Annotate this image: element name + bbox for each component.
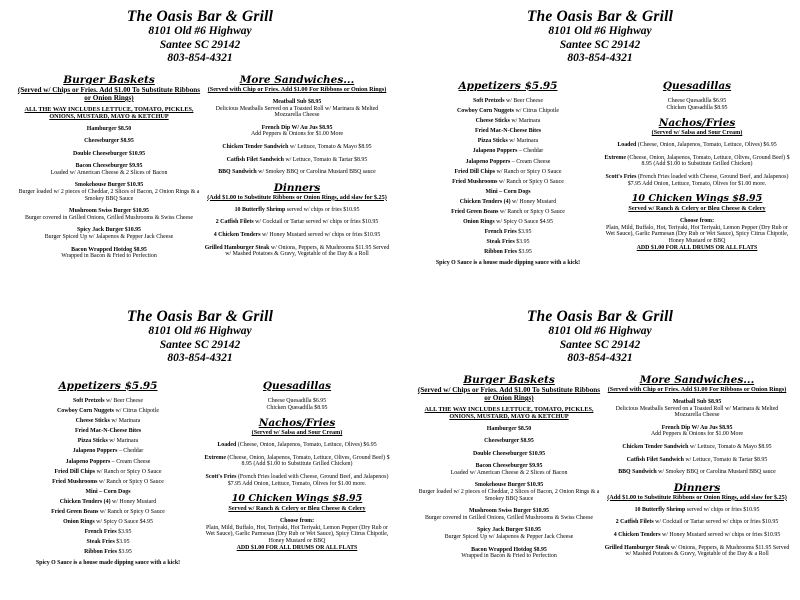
burger-baskets-section [14, 74, 204, 260]
section-subtitle: Served w/ Ranch & Celery or Bleu Cheese & Celery [228, 505, 366, 513]
restaurant-city: Santee SC 29142 [559, 338, 641, 351]
menu-item [414, 98, 602, 105]
section-subtitle: (Served w/ Chips or Fries. Add $1.00 To Substitute Ribbons or Onion Rings) [17, 86, 201, 102]
menu-item [14, 519, 202, 526]
menu-item-desc: w/ Ranch or Spicy O Sauce [98, 509, 165, 516]
menu-item [604, 519, 790, 526]
menu-item-name: 4 Chicken Tenders [213, 231, 261, 238]
menu-item-desc: (Cheese, Onion, Jalapenos, Tomato, Lettuce, Olives) $6.95 [236, 442, 377, 449]
menu-item [414, 249, 602, 256]
menu-item-name: Jalapeno Poppers [472, 148, 518, 155]
menu-item: Cheese Quesadilla $6.95 [267, 398, 327, 404]
appetizers-section [414, 80, 602, 266]
menu-item [14, 489, 202, 496]
menu-item-desc: $3.95 [516, 229, 532, 236]
menu-item-name: French Dip W/ Au Jus $8.95 [661, 424, 733, 431]
section-subtitle: (Served with Chip or Fries. Add $1.00 For Ribbons or Onion Rings) [207, 86, 387, 93]
menu-item-desc: w/ Cocktail or Tartar served w/ chips or fries $10.95 [653, 519, 779, 526]
section-title: Nachos/Fries [258, 417, 336, 430]
menu-item-name: Spicy Jack Burger $10.95 [476, 527, 542, 534]
menu-item [414, 219, 602, 226]
menu-item: Chicken Quesadilla $8.95 [266, 404, 328, 411]
appetizers-footer-note: Spicy O Sauce is a house made dipping sauce with a kick! [435, 259, 581, 266]
restaurant-header [0, 8, 400, 66]
menu-item-name: Hamburger $8.50 [86, 125, 132, 132]
menu-item [204, 157, 390, 164]
menu-item-name: Extreme [604, 154, 626, 161]
menu-item-desc: w/ Beer Cheese [104, 398, 143, 404]
menu-item-name: Onion Rings [463, 219, 495, 226]
menu-item [604, 507, 790, 514]
menu-item-name: Mushroom Swiss Burger $10.95 [69, 208, 149, 215]
menu-item [604, 532, 790, 539]
menu-item [414, 239, 602, 246]
restaurant-name: The Oasis Bar & Grill [126, 8, 274, 25]
menu-item [414, 169, 602, 176]
section-title: Nachos/Fries [658, 117, 736, 130]
menu-item: Cheese Quesadilla $6.95 [667, 98, 727, 104]
wings-choose-label: Choose from: [279, 518, 315, 525]
menu-item-desc: w/ Honey Mustard served w/ chips or fries $10.95 [260, 231, 381, 238]
quesadillas-nachos-wings-section [204, 380, 390, 551]
menu-item-name: Fried Green Beans [51, 509, 99, 516]
section-title: Quesadillas [662, 80, 732, 92]
restaurant-street: 8101 Old #6 Highway [148, 325, 252, 337]
restaurant-name: The Oasis Bar & Grill [526, 8, 674, 25]
menu-item [14, 499, 202, 506]
menu-item-desc: w/ Honey Mustard served w/ chips or fries $10.95 [660, 531, 781, 538]
menu-item-desc: – Cream Cheese [110, 458, 151, 465]
menu-item [14, 418, 202, 425]
menu-item-name: Fried Mushrooms [452, 178, 498, 185]
menu-item [204, 442, 390, 449]
menu-item-desc: Burger covered in Grilled Onions, Grilled Mushrooms & Swiss Cheese [24, 214, 194, 221]
menu-item-name: Chicken Tenders (4) [59, 498, 111, 505]
menu-item-name: Mini – Corn Dogs [85, 488, 131, 495]
menu-item-desc: w/ Cocktail or Tartar served w/ chips or fries $10.95 [253, 219, 379, 226]
restaurant-header [400, 8, 800, 66]
menu-item-name: Cowboy Corn Nuggets [457, 108, 514, 115]
menu-item-name: 4 Chicken Tenders [613, 531, 661, 538]
menu-item-name: Catfish Filet Sandwich [626, 456, 684, 463]
menu-item-desc: w/ Ranch or Spicy O Sauce [495, 168, 562, 175]
menu-item-name: Ribbon Fries [484, 249, 518, 256]
menu-item-desc: Burger loaded w/ 2 pieces of Cheddar, 2 Slices of Bacon, 2 Onion Rings & a Smokey BBQ Sauce [18, 189, 200, 202]
menu-item-desc: w/ Ranch or Spicy O Sauce [97, 478, 164, 485]
section-subtitle: (Served with Chip or Fries. Add $1.00 For Ribbons or Onion Rings) [607, 386, 787, 393]
menu-item-name: BBQ Sandwich [218, 169, 257, 176]
menu-item-desc: w/ Lettuce, Tomato & Mayo $8.95 [688, 443, 772, 450]
menu-item [14, 539, 202, 546]
restaurant-phone: 803-854-4321 [567, 52, 633, 64]
menu-item-name: Cheeseburger $8.95 [84, 138, 134, 145]
menu-item [604, 457, 790, 464]
section-subtitle: Served w/ Ranch & Celery or Bleu Cheese & Celery [628, 205, 766, 213]
menu-item-name: 10 Butterfly Shrimp [634, 506, 686, 513]
menu-item-name: Hamburger $8.50 [486, 425, 532, 432]
section-title: Appetizers $5.95 [458, 80, 558, 92]
menu-item [204, 207, 390, 214]
menu-item-name: Smokehouse Burger $10.95 [74, 182, 144, 189]
menu-item-desc: Burger covered in Grilled Onions, Grilled Mushrooms & Swiss Cheese [424, 514, 594, 521]
menu-item-desc: (French Fries loaded with Cheese, Ground Beef, and Jalapenos) $7.95 Add Onion, Lettuce, Tomato, Olives for $1.00 more. [227, 473, 389, 487]
menu-item-desc: w/ Ranch or Spicy O Sauce [498, 209, 565, 216]
menu-item-desc: w/ Marinara [109, 418, 141, 425]
menu-item-name: Soft Pretzels [73, 398, 105, 404]
menu-item-name: Chicken Tenders (4) [459, 198, 511, 205]
menu-item-name: Meatball Sub $8.95 [672, 399, 722, 405]
menu-item [604, 142, 790, 149]
menu-item-desc: w/ Citrus Chipotle [113, 408, 159, 415]
menu-item-name: Cheese Sticks [75, 418, 110, 425]
menu-item [604, 174, 790, 187]
menu-item-desc: Wrapped in Bacon & Fried to Perfection [61, 253, 157, 260]
section-subtitle: (Add $1.00 to Substitute Ribbons or Onion Rings, add slaw for $.25) [207, 193, 387, 201]
menu-panel-bottom-right [400, 300, 800, 600]
menu-item [414, 138, 602, 145]
menu-panel-top-left [0, 0, 400, 300]
menu-item-desc: w/ Lettuce, Tomato & Mayo $8.95 [288, 143, 372, 150]
menu-item-desc: w/ Beer Cheese [504, 98, 543, 104]
menu-item-desc: Burger loaded w/ 2 pieces of Cheddar, 2 Slices of Bacon, 2 Onion Rings & a Smokey BBQ Sauce [418, 489, 600, 502]
menu-item: Chicken Quesadilla $8.95 [666, 104, 728, 111]
menu-item-desc: Burger Spiced Up w/ Jalapenos & Pepper Jack Cheese [444, 534, 574, 541]
menu-item-name: Soft Pretzels [473, 98, 505, 104]
restaurant-street: 8101 Old #6 Highway [548, 25, 652, 37]
menu-item-desc: w/ Marinara [509, 118, 541, 125]
menu-item-desc: – Cheddar [117, 448, 144, 455]
section-title: More Sandwiches... [639, 374, 755, 386]
menu-item [204, 245, 390, 258]
menu-item-desc: $3.95 [114, 539, 130, 546]
menu-item-desc: (Cheese, Onion, Jalapenos, Tomato, Lettuce, Olives, Ground Beef) $ 8.95 (Add $1.00 to Substitute Grilled Chicken) [625, 154, 790, 168]
menu-item-name: Jalapeno Poppers [72, 448, 118, 455]
menu-item-desc: w/ Smokey BBQ or Carolina Mustard BBQ sauce [656, 469, 776, 476]
menu-item-name: Fried Mushrooms [52, 478, 98, 485]
menu-item-name: Mushroom Swiss Burger $10.95 [469, 508, 549, 515]
menu-item [414, 189, 602, 196]
menu-item-name: Cheeseburger $8.95 [484, 438, 534, 445]
restaurant-header [400, 308, 800, 366]
menu-item-desc: w/ Marinara [107, 438, 139, 445]
menu-item-name: Fried Green Beans [451, 209, 499, 216]
menu-item-desc: Delicious Meatballs Served on a Toasted Roll w/ Marinara & Melted Mozzarella Cheese [615, 405, 779, 419]
menu-item-name: Double Cheeseburger $10.95 [72, 150, 146, 157]
menu-item-name: Fried Mac-N-Cheese Bites [474, 128, 542, 135]
menu-item-desc: $3.95 [117, 549, 132, 556]
menu-item-name: Double Cheeseburger $10.95 [472, 450, 546, 457]
menu-item-desc: w/ Honey Mustard [110, 498, 157, 505]
menu-item-name: Bacon Cheeseburger $9.95 [75, 163, 143, 170]
menu-item [414, 118, 602, 125]
section-title: 10 Chicken Wings $8.95 [231, 493, 363, 505]
restaurant-city: Santee SC 29142 [159, 38, 241, 51]
menu-item-name: French Fries [84, 529, 117, 536]
menu-item [604, 444, 790, 451]
menu-item-name: Loaded [617, 142, 637, 149]
menu-item [204, 169, 390, 176]
restaurant-phone: 803-854-4321 [567, 352, 633, 364]
menu-item-name: Grilled Hamburger Steak [604, 544, 670, 551]
menu-item-desc: w/ Ranch or Spicy O Sauce [95, 468, 162, 475]
wings-flavors: Plain, Mild, Buffalo, Hot, Teriyaki, Hot Teriyaki, Lemon Pepper (Dry Rub or Wet Sauce), Garlic Parmesan (Dry Rub or Wet Sauce), Spicy Citrus Chipotle, Honey Mustard or BBQ [605, 224, 789, 244]
menu-item-desc: w/ Onions, Peppers, & Mushrooms $11.95 Served w/ Mashed Potatoes & Gravy, Vegetable of the Day & a Roll [225, 244, 390, 258]
menu-item [204, 232, 390, 239]
burger-baskets-section [414, 374, 604, 560]
quesadillas-nachos-wings-section [604, 80, 790, 251]
menu-item-name: French Fries [484, 229, 517, 236]
menu-item [414, 179, 602, 186]
menu-item-name: Catfish Filet Sandwich [226, 156, 284, 163]
menu-item-desc: w/ Smokey BBQ or Carolina Mustard BBQ sauce [256, 169, 376, 176]
menu-item-desc: Add Peppers & Onions for $1.00 More [650, 431, 744, 438]
menu-item-desc: w/ Spicy O Sauce $4.95 [494, 219, 553, 226]
menu-item-desc: Loaded w/ American Cheese & 2 Slices of Bacon [450, 469, 568, 476]
menu-item [14, 448, 202, 455]
section-title: 10 Chicken Wings $8.95 [631, 193, 763, 205]
restaurant-street: 8101 Old #6 Highway [548, 325, 652, 337]
menu-item [414, 148, 602, 155]
menu-item [14, 549, 202, 556]
menu-item-desc: w/ Marinara [507, 138, 539, 145]
restaurant-street: 8101 Old #6 Highway [148, 25, 252, 37]
menu-item-desc: w/ Ranch or Spicy O Sauce [497, 178, 564, 185]
menu-item-name: Pizza Sticks [77, 438, 108, 445]
menu-item-name: Smokehouse Burger $10.95 [474, 482, 544, 489]
menu-item-name: Pizza Sticks [477, 138, 508, 145]
menu-item-name: Ribbon Fries [84, 549, 118, 556]
menu-item-name: Chicken Tender Sandwich [622, 443, 689, 450]
appetizers-footer-note: Spicy O Sauce is a house made dipping sauce with a kick! [35, 559, 181, 566]
menu-item [14, 408, 202, 415]
menu-item [14, 509, 202, 516]
menu-item-name: Loaded [217, 442, 237, 449]
menu-item [414, 159, 602, 166]
menu-item-desc: (Cheese, Onion, Jalapenos, Tomato, Lettuce, Olives) $6.95 [636, 142, 777, 149]
menu-item-desc: Delicious Meatballs Served on a Toasted Roll w/ Marinara & Melted Mozzarella Cheese [215, 105, 379, 119]
menu-item-desc: $3.95 [116, 529, 132, 536]
menu-item-name: Scott's Fries [205, 473, 237, 480]
section-title: Appetizers $5.95 [58, 380, 158, 392]
menu-item-desc: Burger Spiced Up w/ Jalapenos & Pepper Jack Cheese [44, 234, 174, 241]
menu-item-name: Fried Mac-N-Cheese Bites [74, 428, 142, 435]
menu-item [204, 144, 390, 151]
menu-item-desc: served w/ chips or fries $10.95 [685, 506, 760, 513]
menu-item [604, 155, 790, 168]
section-subtitle: (Add $1.00 to Substitute Ribbons or Onion Rings, add slaw for $.25) [607, 493, 787, 501]
menu-item-name: BBQ Sandwich [618, 469, 657, 476]
section-title: Dinners [673, 481, 721, 494]
restaurant-name: The Oasis Bar & Grill [126, 308, 274, 325]
menu-item-name: Bacon Wrapped Hotdog $8.95 [71, 246, 147, 253]
section-subtitle: (Served w/ Chips or Fries. Add $1.00 To Substitute Ribbons or Onion Rings) [417, 386, 601, 402]
more-sandwiches-section [204, 74, 390, 258]
section-subtitle: (Served w/ Salsa and Sour Cream) [651, 129, 743, 137]
menu-item-desc: $3.95 [517, 249, 532, 256]
menu-item-name: 10 Butterfly Shrimp [234, 206, 286, 213]
menu-item-desc: (French Fries loaded with Cheese, Ground Beef, and Jalapenos) $7.95 Add Onion, Lettuce, Tomato, Olives for $1.00 more. [627, 173, 789, 187]
menu-item-name: Bacon Cheeseburger $9.95 [475, 463, 543, 470]
menu-item [14, 428, 202, 435]
menu-item-desc: w/ Honey Mustard [510, 198, 557, 205]
menu-item [414, 209, 602, 216]
section-note: ALL THE WAY INCLUDES LETTUCE, TOMATO, PICKLES, ONIONS, MUSTARD, MAYO & KETCHUP [24, 105, 194, 120]
menu-item [414, 199, 602, 206]
section-title: Burger Baskets [63, 74, 155, 86]
menu-item-desc: $3.95 [514, 239, 530, 246]
menu-item [14, 459, 202, 466]
menu-item-name: 2 Catfish Filets [215, 219, 254, 226]
menu-item-name: Fried Dill Chips [454, 168, 496, 175]
more-sandwiches-section [604, 374, 790, 558]
menu-item-name: Chicken Tender Sandwich [222, 143, 289, 150]
menu-item-name: Spicy Jack Burger $10.95 [76, 227, 142, 234]
menu-item-name: Onion Rings [63, 519, 95, 526]
menu-item-desc: Add Peppers & Onions for $1.00 More [250, 131, 344, 138]
wings-choose-label: Choose from: [679, 218, 715, 225]
menu-item-desc: – Cheddar [517, 148, 544, 155]
restaurant-phone: 803-854-4321 [167, 52, 233, 64]
menu-item-name: 2 Catfish Filets [615, 519, 654, 526]
section-title: More Sandwiches... [239, 74, 355, 86]
menu-item [604, 469, 790, 476]
menu-item [14, 529, 202, 536]
menu-item-name: Scott's Fries [605, 173, 637, 180]
menu-item-desc: Wrapped in Bacon & Fried to Perfection [461, 553, 557, 560]
menu-item-desc: w/ Onions, Peppers, & Mushrooms $11.95 Served w/ Mashed Potatoes & Gravy, Vegetable of the Day & a Roll [625, 544, 790, 558]
restaurant-header [0, 308, 400, 366]
menu-item [14, 398, 202, 405]
menu-item-desc: w/ Lettuce, Tomato & Tartar $8.95 [683, 456, 768, 463]
section-subtitle: (Served w/ Salsa and Sour Cream) [251, 429, 343, 437]
menu-item-name: Mini – Corn Dogs [485, 188, 531, 195]
menu-item-name: Grilled Hamburger Steak [204, 244, 270, 251]
menu-item [414, 229, 602, 236]
menu-panel-bottom-left [0, 300, 400, 600]
menu-item-name: French Dip W/ Au Jus $8.95 [261, 124, 333, 131]
menu-item-name: Jalapeno Poppers [465, 158, 511, 165]
section-note: ALL THE WAY INCLUDES LETTUCE, TOMATO, PICKLES, ONIONS, MUSTARD, MAYO & KETCHUP [424, 405, 594, 420]
menu-item-desc: – Cream Cheese [510, 158, 551, 165]
section-title: Dinners [273, 181, 321, 194]
menu-item-name: Steak Fries [86, 539, 115, 546]
menu-item-name: Cowboy Corn Nuggets [57, 408, 114, 415]
menu-item-name: Cheese Sticks [475, 118, 510, 125]
wings-flavors: Plain, Mild, Buffalo, Hot, Teriyaki, Hot Teriyaki, Lemon Pepper (Dry Rub or Wet Sauce), Garlic Parmesan (Dry Rub or Wet Sauce), Spicy Citrus Chipotle, Honey Mustard or BBQ [205, 524, 389, 544]
menu-item-desc: w/ Citrus Chipotle [513, 108, 559, 115]
menu-item-desc: w/ Lettuce, Tomato & Tartar $8.95 [283, 156, 368, 163]
menu-item [204, 474, 390, 487]
menu-item-name: Extreme [204, 454, 226, 461]
wings-drums-note: ADD $1.00 FOR ALL DRUMS OR ALL FLATS [236, 544, 358, 551]
restaurant-name: The Oasis Bar & Grill [526, 308, 674, 325]
restaurant-city: Santee SC 29142 [159, 338, 241, 351]
section-title: Quesadillas [262, 380, 332, 392]
menu-item-desc: w/ Spicy O Sauce $4.95 [94, 519, 153, 526]
menu-item [14, 469, 202, 476]
menu-item-name: Bacon Wrapped Hotdog $8.95 [471, 546, 547, 553]
menu-item [204, 219, 390, 226]
menu-item [204, 455, 390, 468]
menu-item-desc: served w/ chips or fries $10.95 [285, 206, 360, 213]
menu-panel-top-right [400, 0, 800, 300]
menu-item [414, 128, 602, 135]
menu-item [14, 438, 202, 445]
section-title: Burger Baskets [463, 374, 555, 386]
menu-item-name: Jalapeno Poppers [65, 458, 111, 465]
menu-item-desc: Loaded w/ American Cheese & 2 Slices of Bacon [50, 169, 168, 176]
menu-item [604, 545, 790, 558]
wings-drums-note: ADD $1.00 FOR ALL DRUMS OR ALL FLATS [636, 244, 758, 251]
menu-item [414, 108, 602, 115]
menu-item-desc: (Cheese, Onion, Jalapenos, Tomato, Lettuce, Olives, Ground Beef) $ 8.95 (Add $1.00 to Substitute Grilled Chicken) [225, 454, 390, 468]
restaurant-phone: 803-854-4321 [167, 352, 233, 364]
appetizers-section [14, 380, 202, 566]
menu-item-name: Steak Fries [486, 239, 515, 246]
menu-item-name: Meatball Sub $8.95 [272, 99, 322, 105]
menu-item-name: Fried Dill Chips [54, 468, 96, 475]
menu-item [14, 479, 202, 486]
restaurant-city: Santee SC 29142 [559, 38, 641, 51]
